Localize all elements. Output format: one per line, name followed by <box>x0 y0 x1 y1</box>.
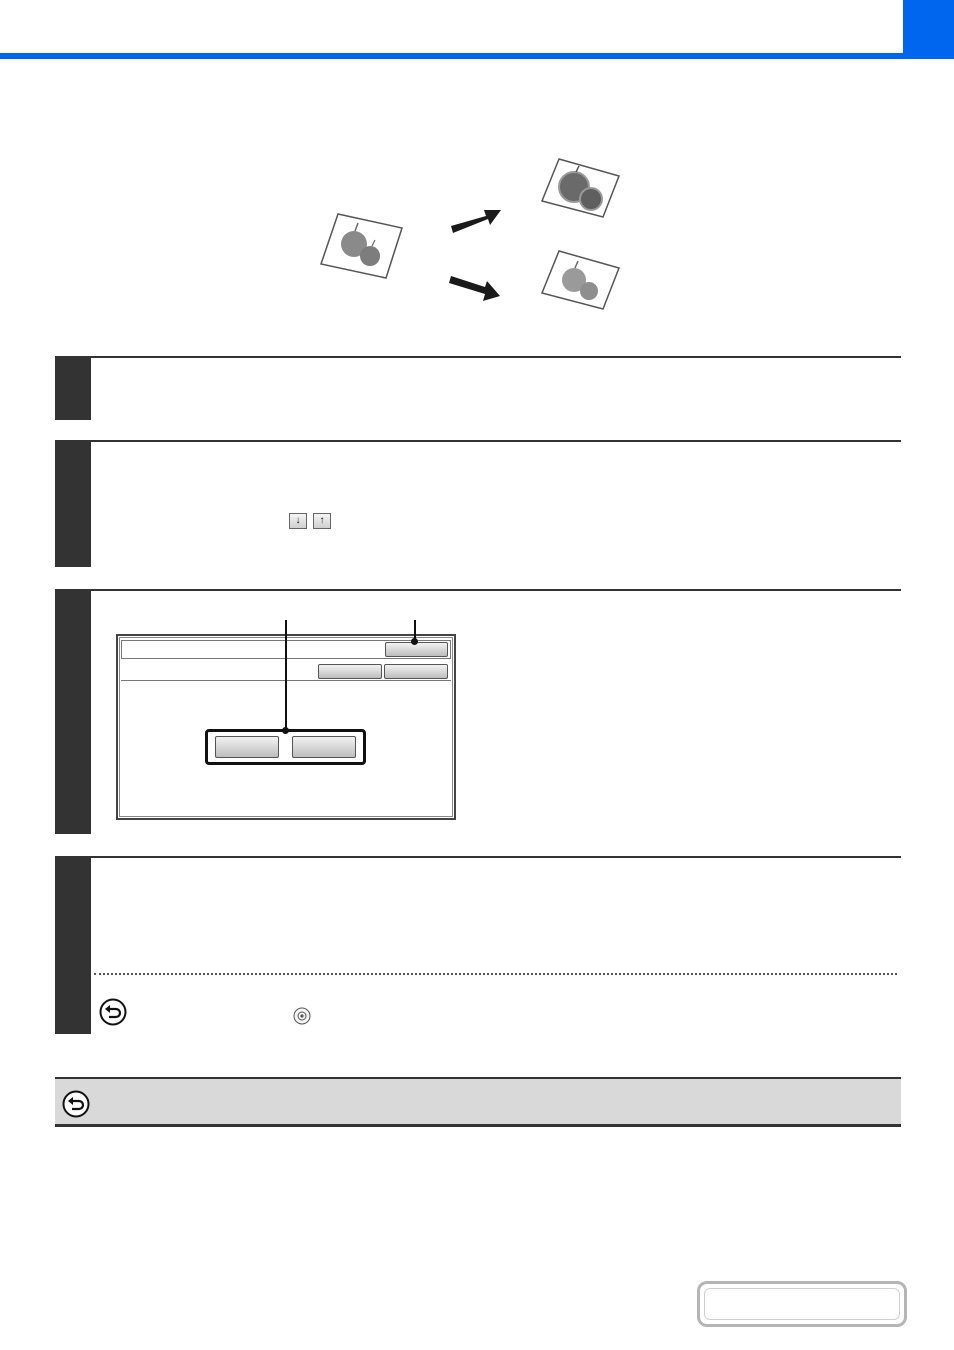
note-return-icon <box>62 1090 90 1118</box>
original-document <box>321 214 402 278</box>
dotted-separator <box>94 973 897 975</box>
step-2-marker <box>55 442 91 567</box>
step-1-divider <box>55 356 901 358</box>
step-2-divider <box>55 440 901 442</box>
arrow-up-icon[interactable]: ↑ <box>313 513 331 529</box>
callout-dot-2 <box>411 638 418 645</box>
return-icon <box>99 998 127 1026</box>
contents-button-inner <box>704 1288 900 1320</box>
callout-line-1 <box>285 620 287 730</box>
panel-tab-button-1[interactable] <box>318 664 382 679</box>
step-4-marker <box>55 858 91 1034</box>
clear-all-icon <box>293 1007 311 1025</box>
step-1-marker <box>55 358 91 420</box>
note-bar <box>55 1077 901 1127</box>
panel-tab-button-2[interactable] <box>384 664 448 679</box>
step-4-divider <box>55 856 901 858</box>
darker-copy <box>542 159 619 217</box>
exposure-illustration <box>0 0 954 340</box>
arrow-to-lighter <box>449 276 500 301</box>
option-buttons-highlight <box>205 729 366 765</box>
arrow-down-icon[interactable]: ↓ <box>289 513 307 529</box>
step-3-divider <box>55 589 901 591</box>
step-3-marker <box>55 591 91 834</box>
callout-dot-1 <box>282 727 289 734</box>
arrow-to-darker <box>451 210 501 233</box>
lighter-copy <box>542 251 619 309</box>
